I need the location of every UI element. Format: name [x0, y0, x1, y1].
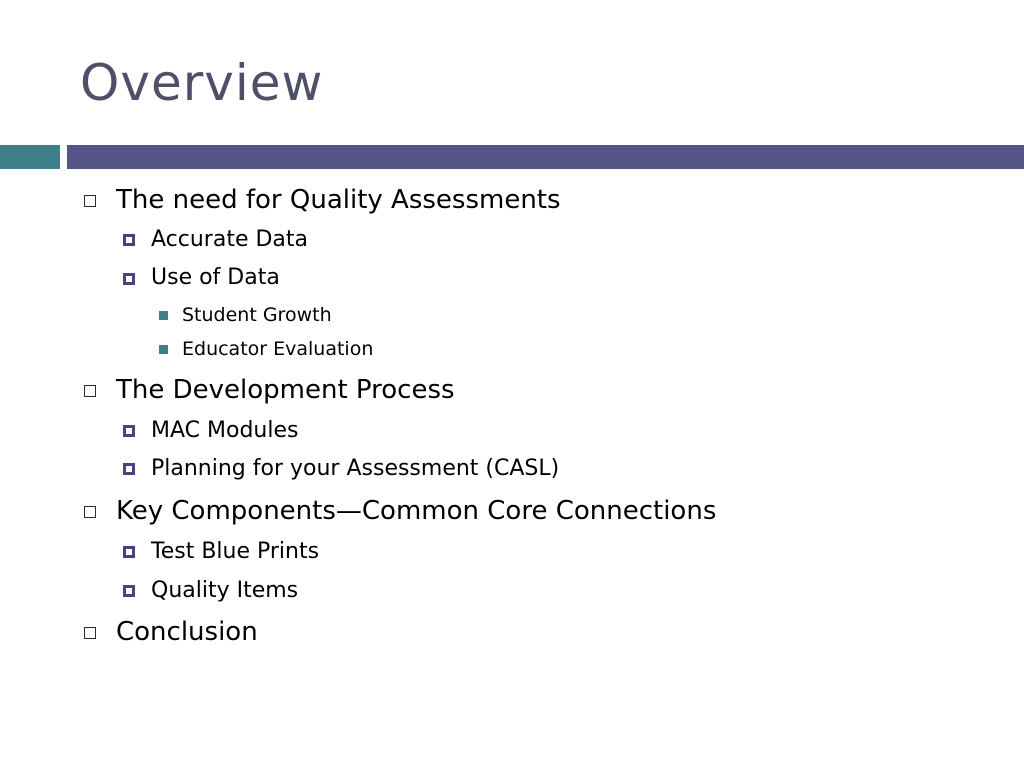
- slide-title: Overview: [80, 54, 324, 112]
- filled-square-icon: [159, 311, 168, 320]
- boxed-square-icon: [123, 463, 135, 475]
- hollow-square-icon: [84, 506, 96, 518]
- boxed-square-icon: [123, 273, 135, 285]
- bullet-level2: Quality Items: [151, 578, 299, 603]
- bullet-level3: Educator Evaluation: [182, 338, 374, 360]
- bullet-level2: Use of Data: [151, 265, 280, 290]
- bullet-level3: Student Growth: [182, 304, 332, 326]
- bullet-level2: Test Blue Prints: [151, 539, 320, 564]
- boxed-square-icon: [123, 546, 135, 558]
- hollow-square-icon: [84, 627, 96, 639]
- boxed-square-icon: [123, 585, 135, 597]
- bullet-level2: MAC Modules: [151, 418, 299, 443]
- hollow-square-icon: [84, 385, 96, 397]
- boxed-square-icon: [123, 425, 135, 437]
- bullet-level1: Conclusion: [116, 617, 258, 647]
- filled-square-icon: [159, 345, 168, 354]
- bullet-level2: Planning for your Assessment (CASL): [151, 456, 560, 481]
- bullet-level1: The need for Quality Assessments: [116, 185, 561, 215]
- bullet-level2: Accurate Data: [151, 227, 309, 252]
- boxed-square-icon: [123, 234, 135, 246]
- bullet-level1: Key Components—Common Core Connections: [116, 496, 717, 526]
- bullet-level1: The Development Process: [116, 375, 455, 405]
- hollow-square-icon: [84, 195, 96, 207]
